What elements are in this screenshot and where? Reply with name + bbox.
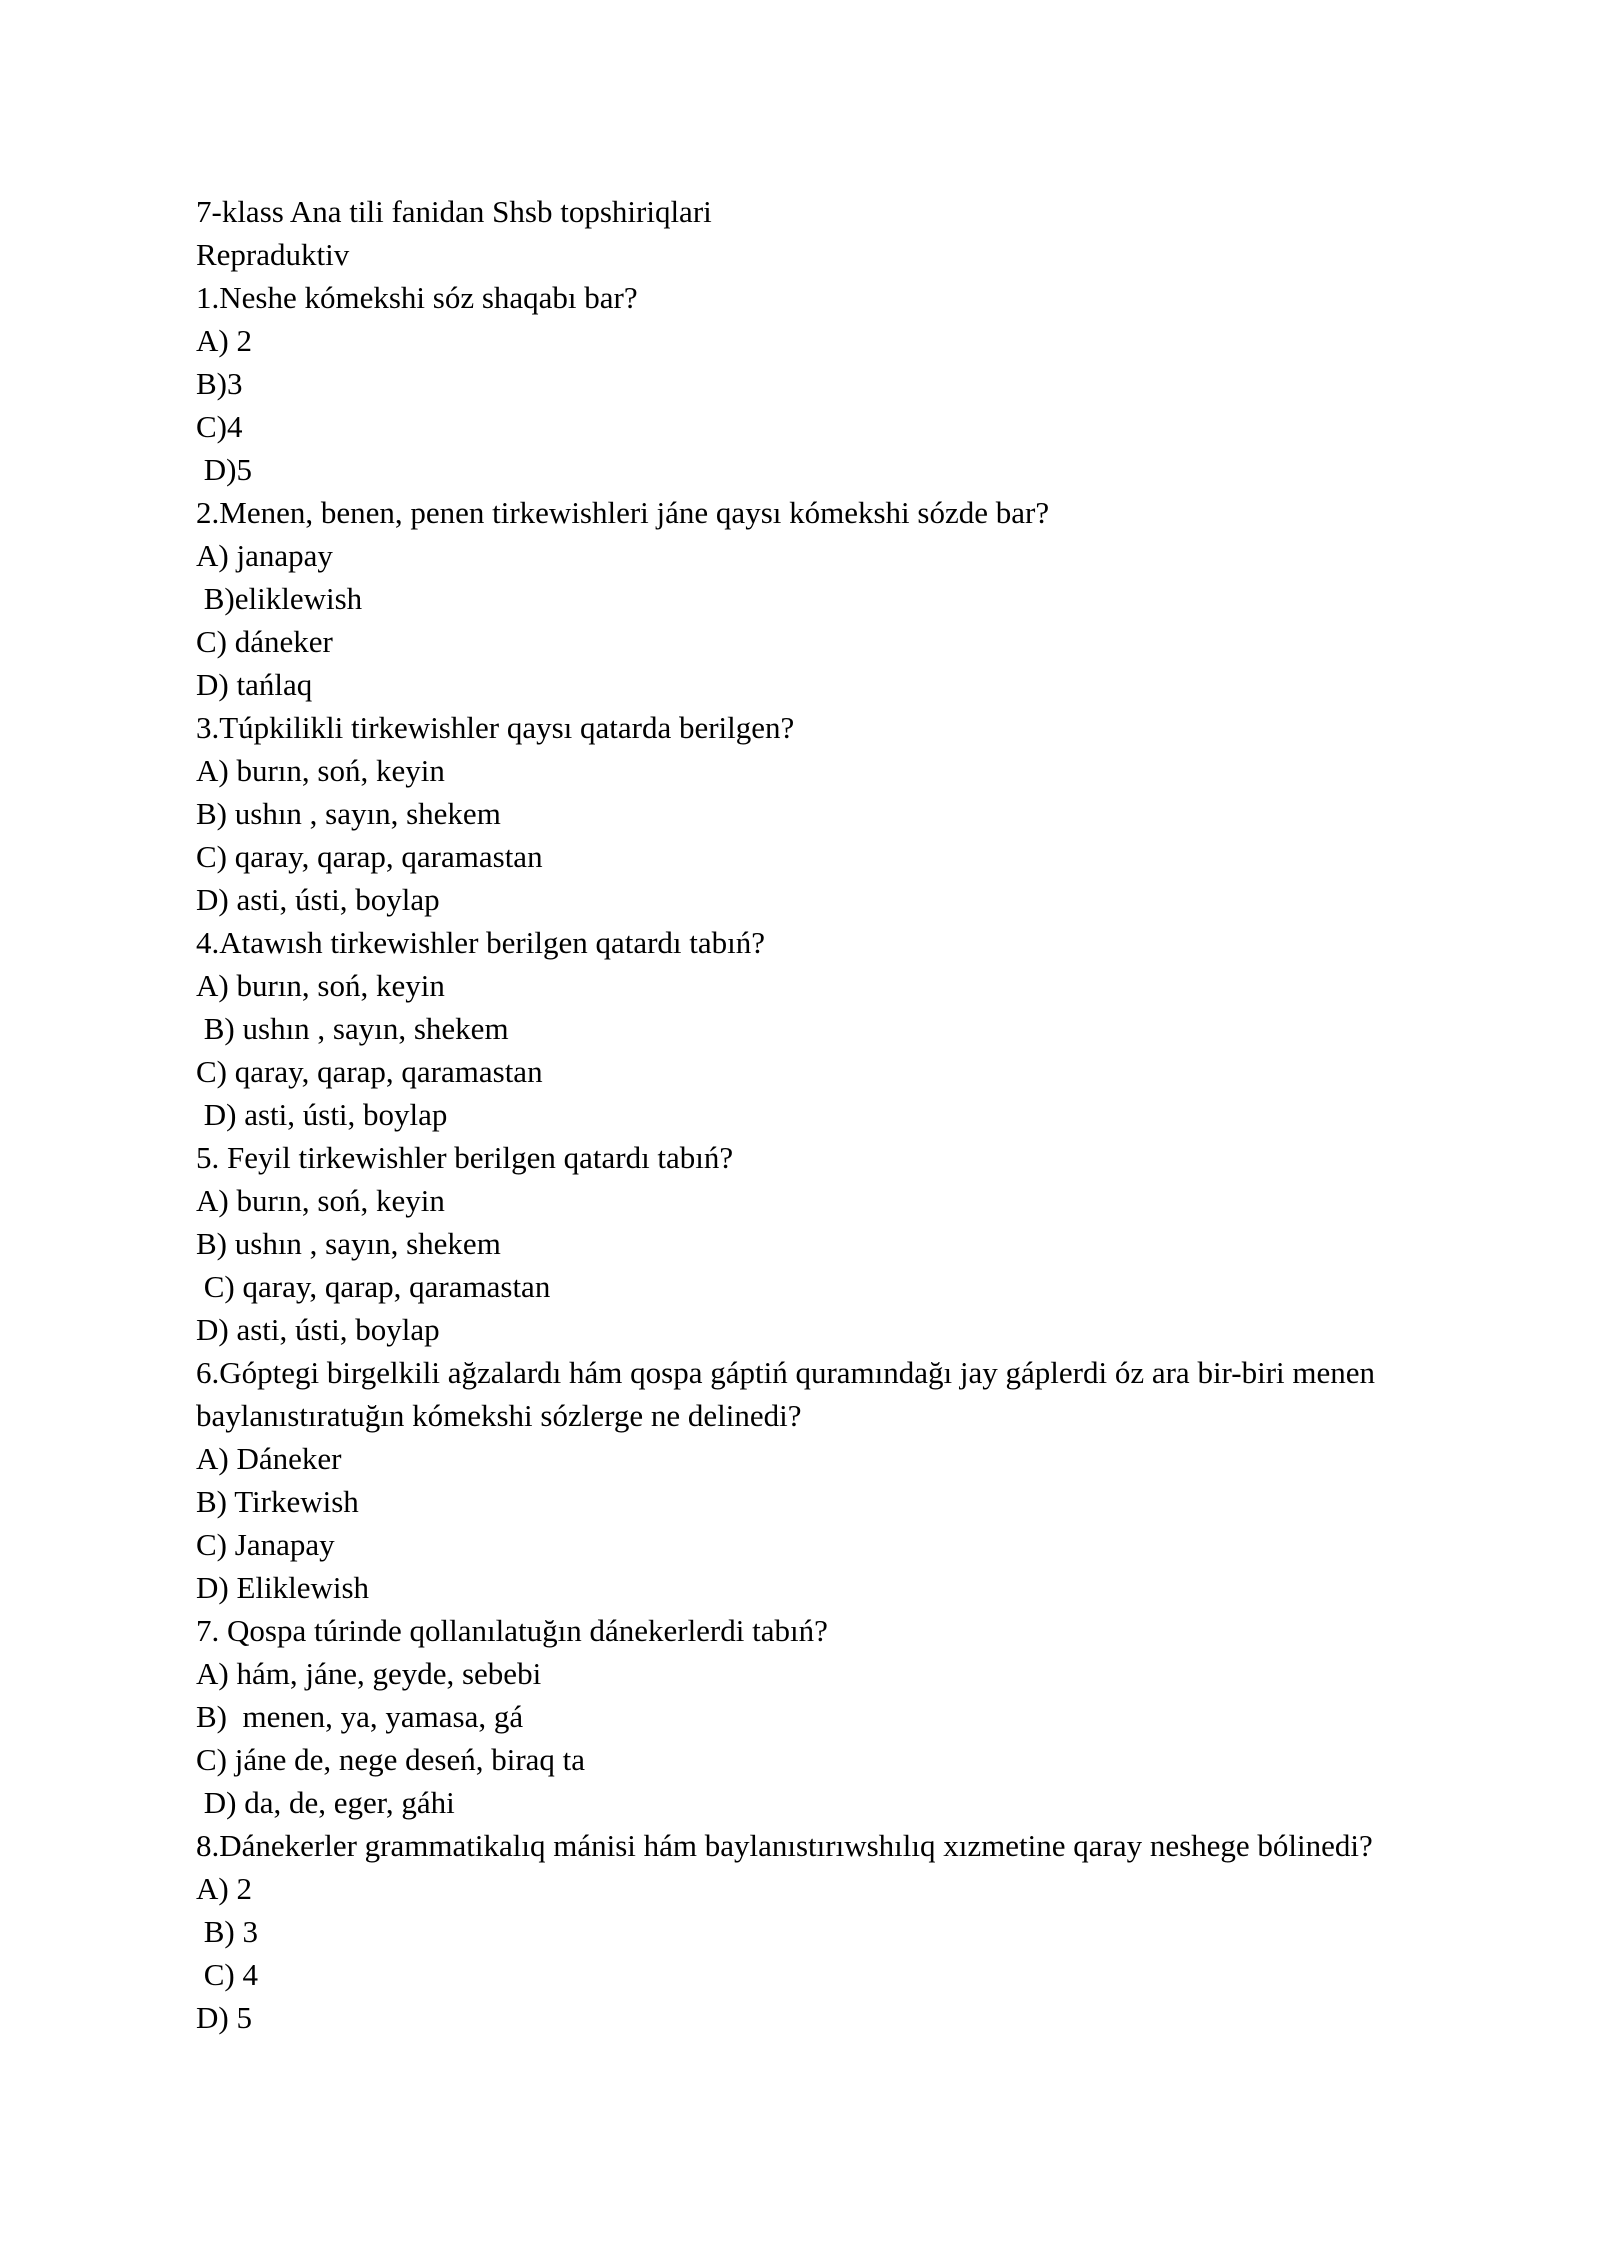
question-4-option-b: B) ushın , sayın, shekem: [196, 1011, 509, 1046]
question-7-option-a: A) hám, jáne, geyde, sebebi: [196, 1656, 542, 1691]
question-4-option-d: D) asti, ústi, boylap: [196, 1097, 448, 1132]
question-5-option-d: D) asti, ústi, boylap: [196, 1312, 440, 1347]
question-4-option-a: A) burın, soń, keyin: [196, 968, 445, 1003]
section-heading: Repraduktiv: [196, 237, 350, 272]
question-6-line-1: 6.Góptegi birgelkili ağzalardı hám qospa gáptiń quramındağı jay gáplerdi óz ara bir-biri menen: [196, 1355, 1376, 1390]
document-title: 7-klass Ana tili fanidan Shsb topshiriqlari: [196, 194, 712, 229]
question-6-option-c: C) Janapay: [196, 1527, 335, 1562]
question-5-option-c: C) qaray, qarap, qaramastan: [196, 1269, 551, 1304]
question-5-option-a: A) burın, soń, keyin: [196, 1183, 445, 1218]
question-5: 5. Feyil tirkewishler berilgen qatardı tabıń?: [196, 1140, 734, 1175]
question-4-option-c: C) qaray, qarap, qaramastan: [196, 1054, 543, 1089]
question-7-option-c: C) jáne de, nege deseń, biraq ta: [196, 1742, 586, 1777]
question-2-option-b: B)eliklewish: [196, 581, 363, 616]
question-8-option-b: B) 3: [196, 1914, 258, 1949]
question-5-option-b: B) ushın , sayın, shekem: [196, 1226, 501, 1261]
question-1-option-c: C)4: [196, 409, 243, 444]
document-page: [196, 190, 1446, 2039]
question-8-option-c: C) 4: [196, 1957, 258, 1992]
question-2-option-d: D) tańlaq: [196, 667, 313, 702]
question-7: 7. Qospa túrinde qollanılatuğın dánekerlerdi tabıń?: [196, 1613, 828, 1648]
question-1-option-d: D)5: [196, 452, 252, 487]
question-2: 2.Menen, benen, penen tirkewishleri jáne qaysı kómekshi sózde bar?: [196, 495, 1050, 530]
question-1: 1.Neshe kómekshi sóz shaqabı bar?: [196, 280, 638, 315]
question-6-line-2: baylanıstıratuğın kómekshi sózlerge ne delinedi?: [196, 1398, 802, 1433]
question-6-option-d: D) Eliklewish: [196, 1570, 370, 1605]
question-7-option-b: B) menen, ya, yamasa, gá: [196, 1699, 524, 1734]
question-1-option-a: A) 2: [196, 323, 252, 358]
question-6-option-a: A) Dáneker: [196, 1441, 342, 1476]
question-8-option-d: D) 5: [196, 2000, 252, 2035]
question-8-option-a: A) 2: [196, 1871, 252, 1906]
question-7-option-d: D) da, de, eger, gáhi: [196, 1785, 455, 1820]
question-3: 3.Túpkilikli tirkewishler qaysı qatarda berilgen?: [196, 710, 795, 745]
question-6-option-b: B) Tirkewish: [196, 1484, 359, 1519]
question-3-option-a: A) burın, soń, keyin: [196, 753, 445, 788]
question-3-option-b: B) ushın , sayın, shekem: [196, 796, 501, 831]
question-2-option-c: C) dáneker: [196, 624, 333, 659]
question-1-option-b: B)3: [196, 366, 243, 401]
question-3-option-c: C) qaray, qarap, qaramastan: [196, 839, 543, 874]
question-4: 4.Atawısh tirkewishler berilgen qatardı tabıń?: [196, 925, 766, 960]
question-3-option-d: D) asti, ústi, boylap: [196, 882, 440, 917]
question-2-option-a: A) janapay: [196, 538, 333, 573]
question-8: 8.Dánekerler grammatikalıq mánisi hám baylanıstırıwshılıq xızmetine qaray neshege bólinedi?: [196, 1828, 1373, 1863]
